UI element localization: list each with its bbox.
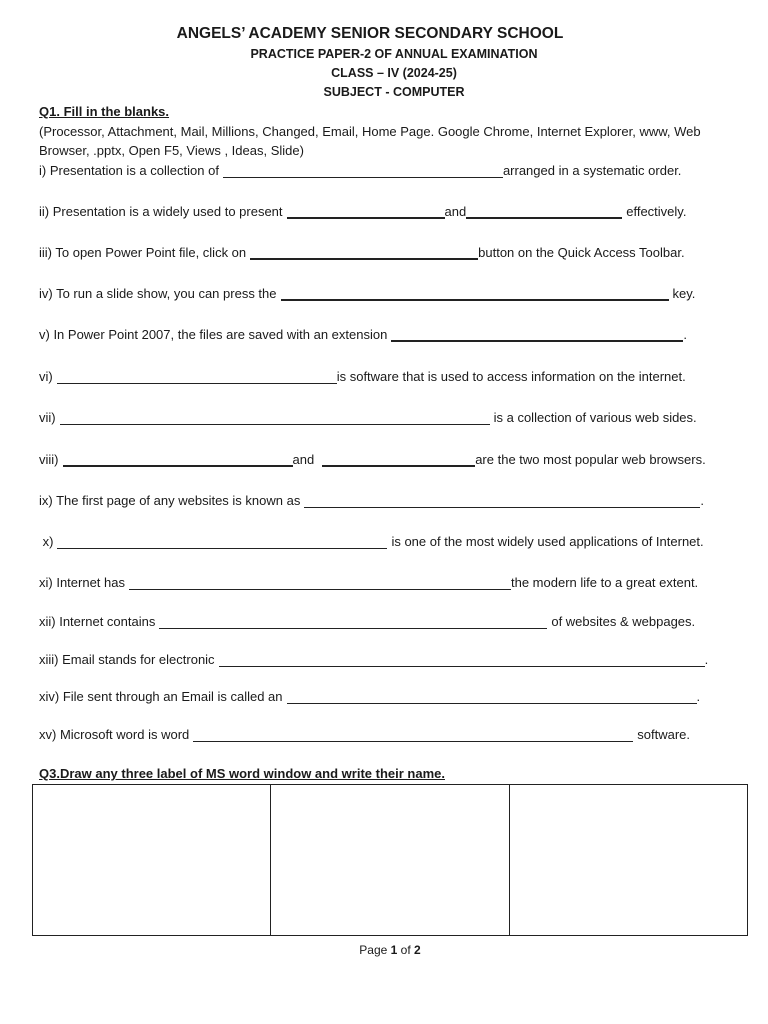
question-text: xi) Internet has [39, 575, 125, 590]
q1-heading: Q1. Fill in the blanks. [39, 104, 170, 119]
page-of: of [400, 943, 411, 957]
question-text: is software that is used to access information on the internet. [336, 369, 686, 384]
question-text: . [696, 689, 701, 704]
answer-blank[interactable] [287, 203, 445, 219]
question-text: software. [637, 727, 690, 742]
question-text: . [700, 493, 704, 508]
question-text: the modern life to a great extent. [511, 575, 699, 590]
question-text: xv) Microsoft word is word [39, 727, 190, 742]
question-text: i) Presentation is a collection of [39, 163, 219, 178]
drawing-table [32, 784, 748, 936]
question-text: vii) [39, 410, 56, 425]
question-item [39, 529, 739, 549]
page-label: Page [359, 943, 388, 957]
page-number [0, 943, 768, 957]
answer-blank[interactable] [219, 652, 705, 667]
question-text: iii) To open Power Point file, click on [39, 245, 247, 260]
question-item [39, 684, 739, 704]
answer-blank[interactable] [129, 575, 511, 590]
question-text: x) [39, 534, 54, 549]
question-text: xii) Internet contains [39, 614, 156, 629]
question-text: ii) Presentation is a widely used to present [39, 204, 283, 219]
question-item [39, 447, 739, 467]
answer-blank[interactable] [159, 614, 547, 629]
question-item [39, 647, 739, 667]
question-item [39, 570, 739, 590]
answer-blank[interactable] [57, 534, 387, 549]
question-text: is one of the most widely used applications of Internet. [391, 534, 704, 549]
answer-blank[interactable] [193, 727, 633, 742]
question-item [39, 322, 739, 342]
answer-blank[interactable] [57, 369, 337, 384]
question-text: xiii) Email stands for electronic [39, 652, 215, 667]
page-current: 1 [390, 943, 398, 957]
answer-blank[interactable] [281, 285, 669, 301]
answer-blank[interactable] [63, 451, 293, 467]
question-text: effectively. [626, 204, 687, 219]
question-text: vi) [39, 369, 53, 384]
word-bank: (Processor, Attachment, Mail, Millions, Changed, Email, Home Page. Google Chrome, Internet Explorer, www, Web Browser, .pptx, Open F5, Views , Ideas, Slide) [39, 124, 701, 158]
question-text: of websites & webpages. [551, 614, 696, 629]
question-item [39, 240, 739, 260]
question-text: is a collection of various web sides. [493, 410, 697, 425]
question-item [39, 281, 739, 301]
question-item [39, 199, 739, 219]
question-text: and [292, 452, 315, 467]
drawing-cell-2[interactable] [270, 785, 508, 935]
page-total: 2 [414, 943, 421, 957]
class-label: CLASS – IV (2024-25) [331, 66, 457, 80]
question-item [39, 609, 739, 629]
question-text: button on the Quick Access Toolbar. [478, 245, 685, 260]
answer-blank[interactable] [287, 689, 697, 704]
answer-blank[interactable] [304, 493, 700, 508]
drawing-cell-3[interactable] [509, 785, 747, 935]
answer-blank[interactable] [466, 203, 622, 219]
question-text: and [444, 204, 467, 219]
question-text: iv) To run a slide show, you can press the [39, 286, 277, 301]
question-text: arranged in a systematic order. [502, 163, 682, 178]
answer-blank[interactable] [223, 163, 503, 178]
question-text: key. [672, 286, 696, 301]
question-text: xiv) File sent through an Email is called an [39, 689, 283, 704]
question-item [39, 405, 739, 425]
answer-blank[interactable] [60, 410, 490, 425]
answer-blank[interactable] [250, 244, 478, 260]
question-item [39, 158, 739, 178]
question-text: . [683, 327, 687, 342]
question-text: ix) The first page of any websites is known as [39, 493, 301, 508]
question-item [39, 364, 739, 384]
subject-label: SUBJECT - COMPUTER [323, 85, 465, 99]
school-name: ANGELS’ ACADEMY SENIOR SECONDARY SCHOOL [176, 25, 564, 42]
answer-blank[interactable] [391, 326, 683, 342]
question-text: are the two most popular web browsers. [475, 452, 706, 467]
question-text: . [704, 652, 709, 667]
q3-heading: Q3.Draw any three label of MS word window and write their name. [39, 766, 445, 781]
question-text: viii) [39, 452, 59, 467]
answer-blank[interactable] [322, 451, 475, 467]
drawing-cell-1[interactable] [33, 785, 270, 935]
question-item [39, 488, 739, 508]
paper-title: PRACTICE PAPER-2 OF ANNUAL EXAMINATION [250, 47, 538, 61]
question-text: v) In Power Point 2007, the files are saved with an extension [39, 327, 388, 342]
question-item [39, 722, 739, 742]
